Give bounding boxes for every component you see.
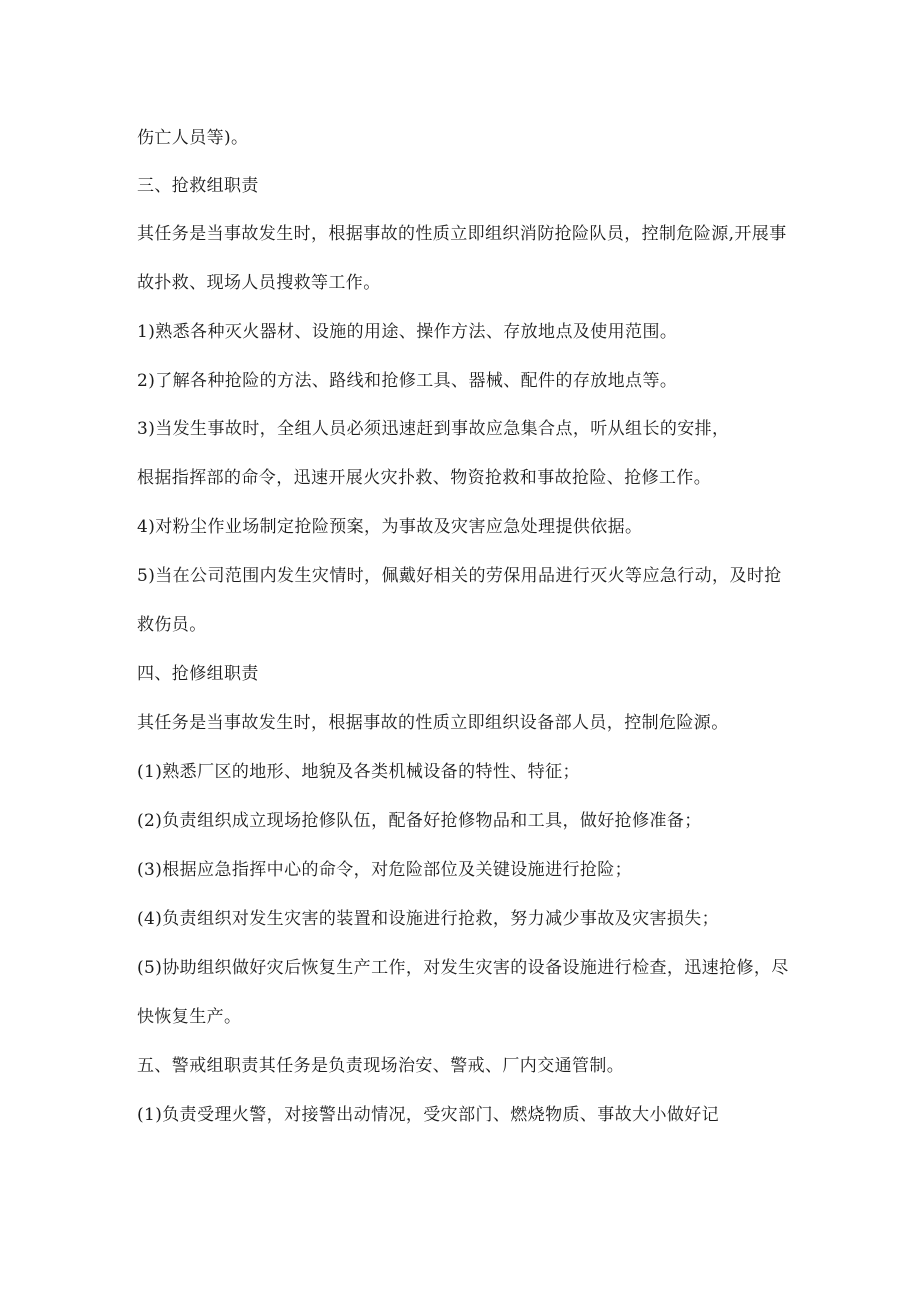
list-item: 1)熟悉各种灭火器材、设施的用途、操作方法、存放地点及使用范围。 (137, 322, 678, 342)
list-item: (2)负责组织成立现场抢修队伍，配备好抢修物品和工具，做好抢修准备； (137, 811, 702, 831)
list-item: 2)了解各种抢险的方法、路线和抢修工具、器械、配件的存放地点等。 (137, 371, 678, 391)
list-item: (4)负责组织对发生灾害的装置和设施进行抢救，努力减少事故及灾害损失； (137, 909, 720, 929)
list-item: (1)负责受理火警，对接警出动情况，受灾部门、燃烧物质、事故大小做好记 (137, 1105, 720, 1125)
section-heading: 五、警戒组职责其任务是负责现场治安、警戒、厂内交通管制。 (137, 1056, 625, 1076)
list-item: 4)对粉尘作业场制定抢险预案，为事故及灾害应急处理提供依据。 (137, 517, 643, 537)
text-line: 快恢复生产。 (137, 1007, 242, 1027)
list-item: 3)当发生事故时，全组人员必须迅速赶到事故应急集合点，听从组长的安排， (137, 419, 730, 439)
section-heading: 三、抢救组职责 (137, 176, 259, 196)
text-line: 救伤员。 (137, 615, 207, 635)
text-line: 故扑救、现场人员搜救等工作。 (137, 273, 381, 293)
list-item: (3)根据应急指挥中心的命令，对危险部位及关键设施进行抢险； (137, 860, 633, 880)
text-line: 其任务是当事故发生时，根据事故的性质立即组织消防抢险队员，控制危险源,开展事 (137, 224, 787, 244)
text-line: 根据指挥部的命令，迅速开展火灾扑救、物资抢救和事故抢险、抢修工作。 (137, 468, 712, 488)
section-heading: 四、抢修组职责 (137, 664, 259, 684)
text-line: 伤亡人员等)。 (137, 128, 249, 148)
list-item: (1)熟悉厂区的地形、地貌及各类机械设备的特性、特征； (137, 762, 580, 782)
list-item: 5)当在公司范围内发生灾情时，佩戴好相关的劳保用品进行灭火等应急行动，及时抢 (137, 566, 782, 586)
list-item: (5)协助组织做好灾后恢复生产工作，对发生灾害的设备设施进行检查，迅速抢修，尽 (137, 958, 789, 978)
text-line: 其任务是当事故发生时，根据事故的性质立即组织设备部人员，控制危险源。 (137, 713, 729, 733)
